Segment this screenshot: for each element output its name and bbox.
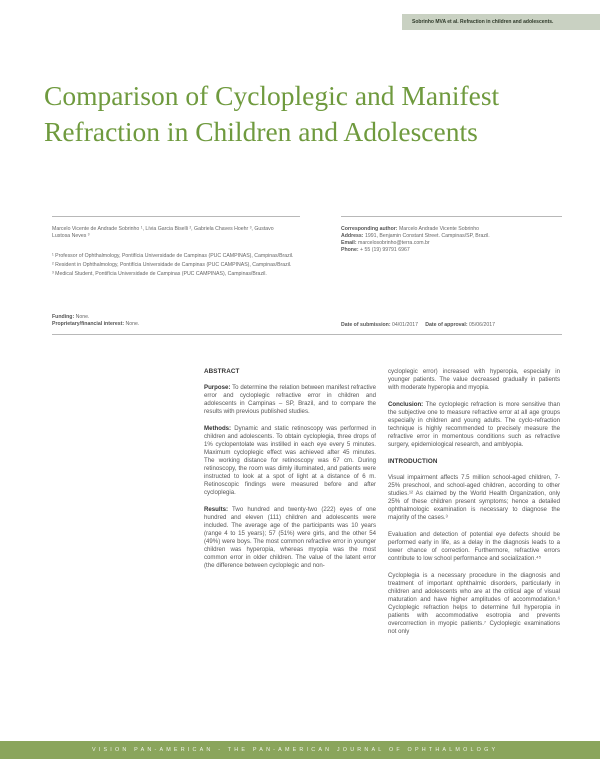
email-label: Email: <box>341 240 357 246</box>
proprietary-value: None. <box>125 321 140 327</box>
intro-paragraph-3: Cycloplegia is a necessary procedure in the diagnosis and treatment of important ophthalmic disorders, particularly in children and adolescents who are at the critical age of visual maturation and have higher amplitudes of accommodation.⁶ Cycloplegic refraction helps to determine full hyperopia in patients with accommodative esotropia and prevents overcorrection in myopic patients.⁷ Cycloplegic examinations not only <box>388 572 560 635</box>
methods-text: Dynamic and static retinoscopy was performed in children and adolescents. To obtain cycloplegia, three drops of 1% cyclopentolate was instilled in each eye every 5 minutes. Maximum cycloplegic effect was achieved after 45 minutes. The working distance for retinoscopy was 67 cm. During retinoscopy, the room was dimly illuminated, and patients were instructed to look at a spot of light at a distance of 6 m. Retinoscopic findings were measured before and after cycloplegia. <box>204 425 376 496</box>
dates-block <box>341 322 561 329</box>
corresponding-author-block <box>341 226 561 254</box>
affiliation-1: ¹ Professor of Ophthalmology, Pontifícia Universidade de Campinas (PUC CAMPINAS), Campinas/Brazil. <box>52 253 294 259</box>
running-header: Sobrinho MVA et al. Refraction in children and adolescents. <box>402 14 600 30</box>
left-text-column <box>204 368 376 579</box>
journal-footer: VISION PAN-AMERICAN - THE PAN-AMERICAN JOURNAL OF OPHTHALMOLOGY <box>0 741 600 759</box>
approval-label: Date of approval: <box>425 322 468 328</box>
results-label: Results: <box>204 506 229 513</box>
proprietary-label: Proprietary/financial interest: <box>52 321 125 327</box>
right-text-column <box>388 368 560 645</box>
intro-paragraph-2: Evaluation and detection of potential eye defects should be performed early in life, as a delay in the diagnosis leads to a lower chance of correction. Furthermore, refractive errors contribute to low school performance and socialization.⁴⁵ <box>388 531 560 562</box>
article-title: Comparison of Cycloplegic and Manifest Refraction in Children and Adolescents <box>44 80 500 147</box>
submission-date: 04/01/2017 <box>392 322 418 328</box>
divider <box>52 334 562 335</box>
funding-label: Funding: <box>52 314 75 320</box>
divider <box>341 216 562 217</box>
purpose-text: To determine the relation between manifest refractive error and cycloplegic refractive error in children and adolescents in Campinas – SP, Brazil, and to compare the results with previous published studies. <box>204 384 376 415</box>
abstract-heading: ABSTRACT <box>204 368 240 375</box>
purpose-label: Purpose: <box>204 384 231 391</box>
approval-date: 05/06/2017 <box>469 322 496 328</box>
address-label: Address: <box>341 233 364 239</box>
submission-label: Date of submission: <box>341 322 391 328</box>
intro-paragraph-1: Visual impairment affects 7.5 million school-aged children, 7-25% preschool, and school-aged children, according to other studies.¹² As claimed by the World Health Organization, only 25% of these children present symptoms; hence a detailed ophthalmologic examination is necessary to diagnose the majority of the cases.³ <box>388 474 560 521</box>
phone-label: Phone: <box>341 247 359 253</box>
results-text: Two hundred and twenty-two (222) eyes of one hundred and eleven (111) children and adolescents were included. The average age of the participants was 10 years (range 4 to 15 years); 57 (51%) were girls, and the other 54 (49%) were boys. The most common refractive error in younger children was hyperopia, whereas myopia was the most common error in older children. The value of the latent error (the difference between cycloplegic and non- <box>204 506 376 569</box>
introduction-heading: INTRODUCTION <box>388 458 438 465</box>
affiliations <box>52 253 298 280</box>
corr-name: Marcelo Andrade Vicente Sobrinho <box>398 226 480 232</box>
affiliation-2: ² Resident in Ophthalmology, Pontifícia Universidade de Campinas (PUC CAMPINAS), Campinas/Brazil. <box>52 262 292 268</box>
funding-block <box>52 314 302 328</box>
abstract-results-continued: cycloplegic error) increased with hyperopia, especially in younger patients. The value decreased gradually in patients with moderate hyperopia and myopia. <box>388 368 560 391</box>
conclusion-label: Conclusion: <box>388 401 424 408</box>
abstract-purpose <box>204 384 376 416</box>
corr-label: Corresponding author: <box>341 226 398 232</box>
affiliation-3: ³ Medical Student, Pontifícia Universidade de Campinas (PUC CAMPINAS), Campinas/Brazil. <box>52 271 267 277</box>
divider <box>52 216 300 217</box>
abstract-results <box>204 506 376 570</box>
methods-label: Methods: <box>204 425 232 432</box>
corr-address: 1991, Benjamin Constant Street. Campinas/SP, Brazil. <box>364 233 490 239</box>
author-list: Marcelo Vicente de Andrade Sobrinho ¹, Lívia Garcia Biselli ², Gabriela Chaves Hoehr ³, Gustavo Lustosa Neves ³ <box>52 226 274 239</box>
abstract-conclusion <box>388 401 560 449</box>
funding-value: None. <box>75 314 90 320</box>
corr-email[interactable]: marcelosobrinho@terra.com.br <box>358 240 430 246</box>
corr-phone: + 55 (19) 99791 6967 <box>360 247 410 253</box>
abstract-methods <box>204 425 376 497</box>
conclusion-text: The cycloplegic refraction is more sensitive than the subjective one to measure refractive error at all age groups especially in children and young adults. The cyclo-refraction technique is highly recommended to precisely measure the refractive error in momentous conditions such as refractive surgery, epidemiological research, and amblyopia. <box>388 401 560 448</box>
